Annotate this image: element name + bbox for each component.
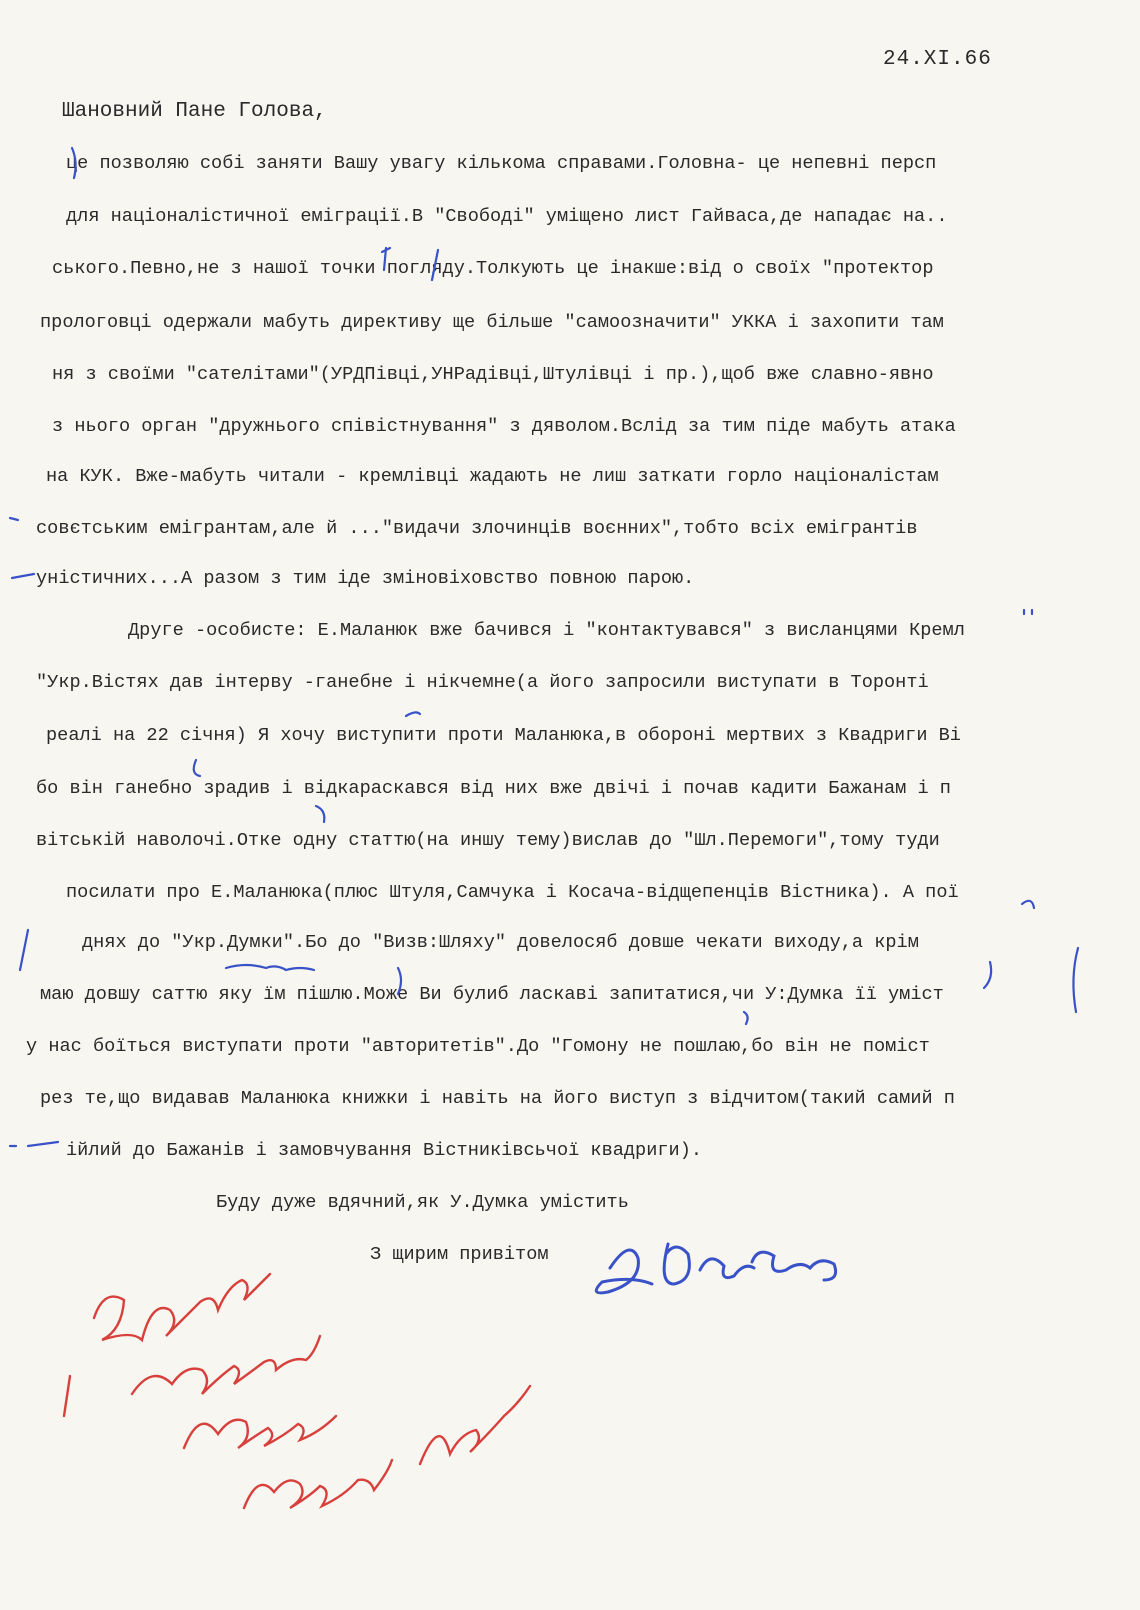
body-line: вітській наволочі.Отке одну статтю(на иншу тему)вислав до "Шл.Перемоги",тому туди bbox=[36, 830, 940, 851]
red-resolution-note bbox=[64, 1274, 530, 1508]
body-line: посилати про Е.Маланюка(плюс Штуля,Самчука і Косача-відщепенців Вістника). А пої bbox=[66, 882, 959, 903]
closing-line: Буду дуже вдячний,як У.Думка умістить bbox=[216, 1192, 629, 1213]
body-line: реалі на 22 січня) Я хочу виступити проти Маланюка,в обороні мертвих з Квадриги Ві bbox=[46, 725, 961, 746]
body-line: днях до "Укр.Думки".Бо до "Визв:Шляху" довелосяб довше чекати виходу,а крім bbox=[82, 932, 919, 953]
body-line: прологовці одержали мабуть директиву ще більше "самоозначити" УККА і захопити там bbox=[40, 312, 944, 333]
body-line: у нас боїться виступати проти "авторитетів".До "Гомону не пошлаю,бо він не поміст bbox=[26, 1036, 930, 1057]
body-line: уністичних...А разом з тим іде зміновіховство повною парою. bbox=[36, 568, 695, 589]
body-line: на КУК. Вже-мабуть читали - кремлівці жадають не лиш заткати горло націоналістам bbox=[46, 466, 939, 487]
body-line: ійлий до Бажанів і замовчування Вістниківсьчої квадриги). bbox=[66, 1140, 703, 1161]
body-line: для націоналістичної еміграції.В "Свободі" уміщено лист Гайваса,де нападає на.. bbox=[66, 206, 948, 227]
body-line: совєтським емігрантам,але й ..."видачи злочинців воєнних",тобто всіх емігрантів bbox=[36, 518, 918, 539]
body-line: маю довшу саттю яку їм пішлю.Може Ви булиб ласкаві запитатися,чи У:Думка її уміст bbox=[40, 984, 944, 1005]
body-line: ня з своїми "сателітами"(УРДПівці,УНРадівці,Штулівці і пр.),щоб вже славно-явно bbox=[52, 364, 934, 385]
letter-date: 24.XI.66 bbox=[883, 48, 992, 71]
body-line: "Укр.Вістях дав інтерву -ганебне і нікчемне(а його запросили виступати в Торонті bbox=[36, 672, 929, 693]
body-line: ського.Певно,не з нашої точки погляду.Толкують це інакше:від о своїх "протектор bbox=[52, 258, 934, 279]
body-line: рез те,що видавав Маланюка книжки і навіть на його виступ з відчитом(такий самий п bbox=[40, 1088, 955, 1109]
body-line: Друге -особисте: Е.Маланюк вже бачився і "контактувався" з висланцями Кремл bbox=[128, 620, 965, 641]
closing-greeting: З щирим привітом bbox=[370, 1244, 549, 1265]
body-line: бо він ганебно зрадив і відкараскався від них вже двічі і почав кадити Бажанам і п bbox=[36, 778, 951, 799]
signature bbox=[596, 1244, 835, 1293]
salutation: Шановний Пане Голова, bbox=[62, 100, 327, 123]
body-line: це позволяю собі заняти Вашу увагу кількома справами.Головна- це непевні персп bbox=[66, 153, 937, 174]
body-line: з нього орган "дружнього співістнування" з дяволом.Вслід за тим піде мабуть атака bbox=[52, 416, 956, 437]
